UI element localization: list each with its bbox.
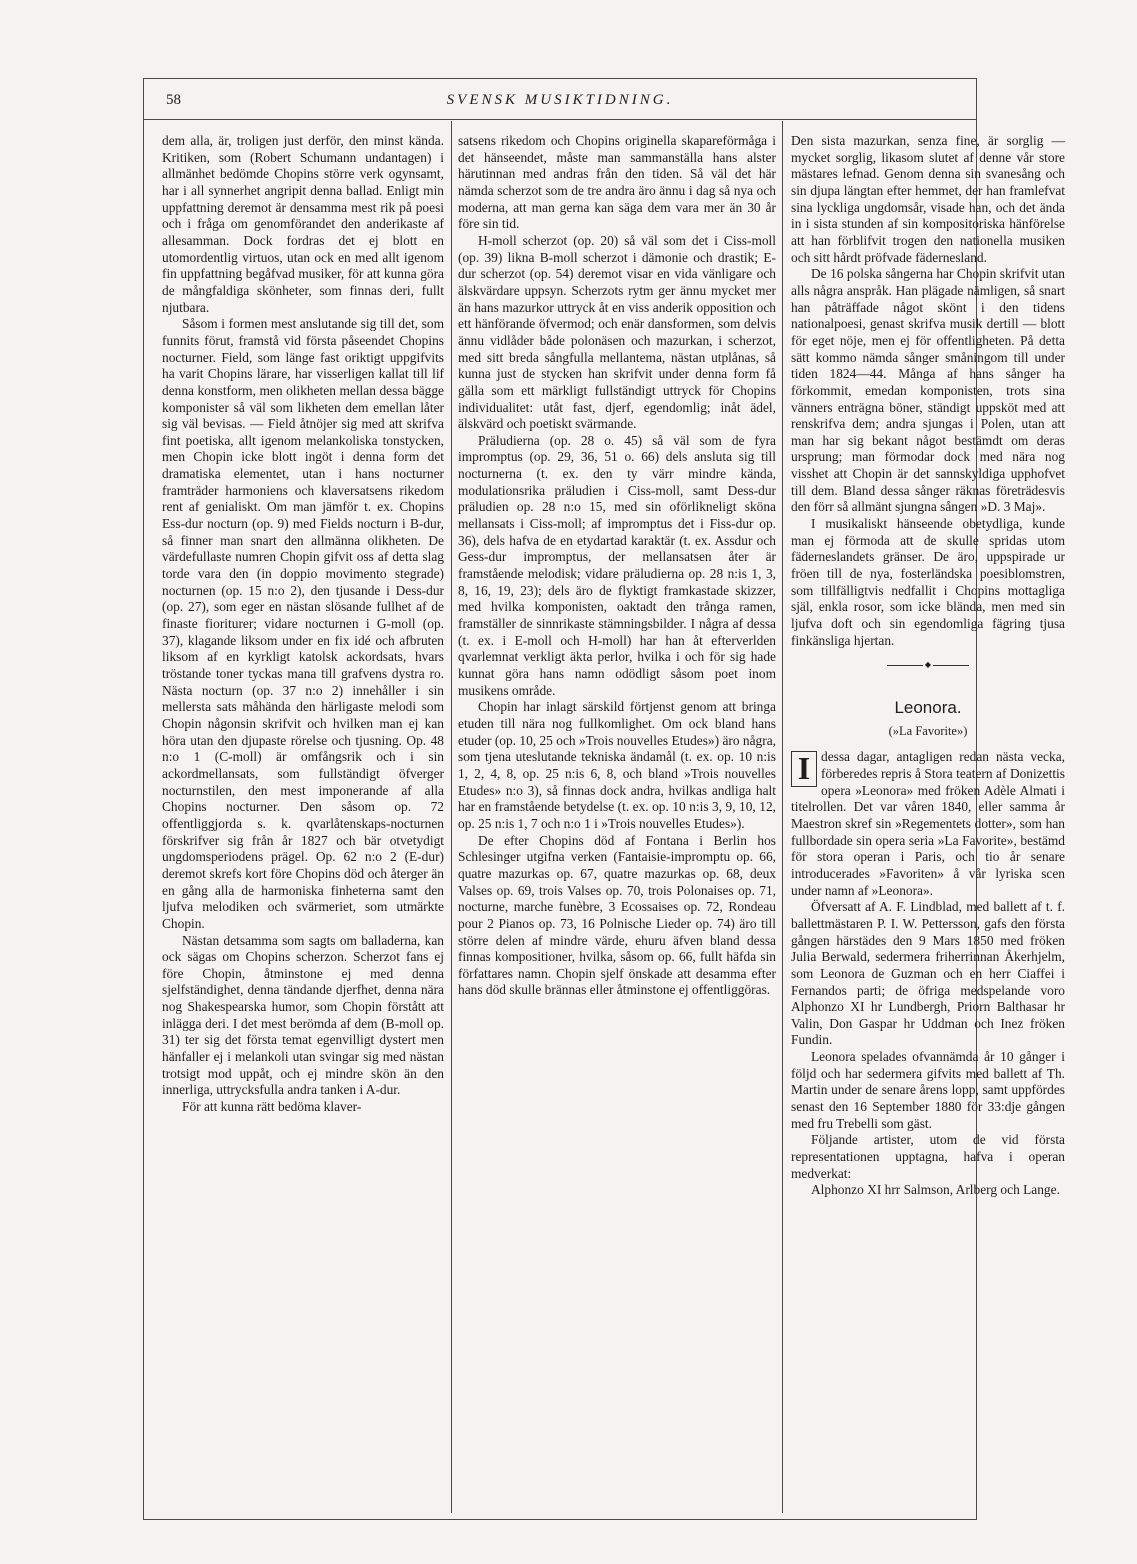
paragraph: dem alla, är, troligen just derför, den minst kända. Kritiken, som (Robert Schumann undantagen) i allmänhet bedömde Chopins större verk ogynsamt, har i all synnerhet angripit denna ballad. Enligt min uppfattning deremot är densamma mest rik på poesi och i fråga om genomförandet den anderikaste af allesamman. Dock fordras det ej blott en utomordentlig virtuos, utan ock en med allt igenom fin uppfattning begåfvad musiker, för att kunna göra de mångfaldiga skönheter, som finnas deri, fullt njutbara.: [162, 133, 444, 315]
paragraph: Präludierna (op. 28 o. 45) så väl som de fyra impromptus (op. 29, 36, 51 o. 66) dels ansluta sig till nocturnerna (t. ex. den ty värr mindre kända, modulationsrika präludien i Ciss-moll, samt Dess-dur präludien op. 28 n:o 15, med sin oförlikneligt sköna mellansats i Ciss-moll; af impromptus det i Fiss-dur op. 36), dels hafva de en etydartad karaktär (t. ex. Assdur och Gess-dur impromptus, der mellansatsen åter är framstående melodisk; vidare präludierna op. 28 n:is 1, 3, 8, 16, 19, 23); dels äro de flyktigt framkastade skizzer, med hvilka komponisten, oaktadt den trånga ramen, framställer de sinnrikaste stämningsbilder. I några af dessa (t. ex. i E-moll och H-moll) har han åt efterverlden qvarlemnat verkligt äkta perlor, hvilka i och för sig hade kunnat göra hans namn odödligt såsom poet inom musikens område.: [458, 432, 776, 698]
paragraph: För att kunna rätt bedöma klaver-: [182, 1099, 362, 1115]
paragraph: satsens rikedom och Chopins originella skapareförmåga i det hänseendet, måste man sammanställa hans alster härutinnan med andras från den tiden. Så väl det här nämda scherzot som de tre andra äro ännu i dag så nya och moderna, att man gerna kan säga dem vara mer än 30 år före sin tid.: [458, 133, 776, 232]
drop-cap: I: [791, 751, 817, 787]
paragraph: Såsom i formen mest anslutande sig till det, som funnits förut, framstå vid första påseendet Chopins nocturner. Field, som länge fast oriktigt uppgifvits ha varit Chopins lärare, har visserligen kallat till lif denna konstform, men olikheten mellan dessa bägge komponister så väl som likheten dem emellan låter sig väl bevisas. — Field åtnöjer sig med att skrifva fint poetiska, allt igenom melankoliska tonstycken, men Chopin icke blott ingöt i denna form det dramatiska elementet, utan i hans nocturner framträder harmoniens och klaversatsens rikedom rent af genialiskt. Om man jämför t. ex. Chopins Ess-dur nocturn (op. 9) med Fields nocturn i B-dur, så finner man snart den allmänna olikheten. De värdefullaste numren Chopin gifvit oss af detta slag torde vara den (in doppio movimento stegrade) nocturnen (op. 15 n:o 2), den tjusande i Dess-dur (op. 27), som eger en nästan slösande fullhet af de finaste fioriturer; vidare nocturnen i G-moll (op. 37), klagande liksom under en fix idé och afbruten liksom af en kyrkligt katolsk ackordsats, hvars tröstande toner tyckas mana till grafvens dystra ro. Nästa nocturn (op. 37 n:o 2) innehåller i sin mellersta sats måhända den härligaste melodi som Chopin någonsin skrifvit och hvilken man ej kan höra utan den djupaste rörelse och tjusning. Op. 48 n:o 1 (C-moll) är omfångsrik och i sin ackordmellansats, som fullständigt öfverger nocturnstilen, den mest imponerande af alla Chopins nocturner. Den såsom op. 72 offentliggjorda s. k. qvarlåtenskaps-nocturnen förskrifver sig från år 1827 och bär otvetydigt ungdomsperiodens prägel. Op. 62 n:o 2 (E-dur) deremot skrefs kort före Chopins död och återger än en gång alla de harmoniska finheterna samt den ljufva melodiken och svärmeriet, som utmärkte Chopin.: [162, 316, 444, 931]
paragraph: Leonora spelades ofvannämda år 10 gånger i följd och har sedermera gifvits med ballett af Th. Martin under de senare årens lopp, samt uppfördes senast den 16 September 1880 för 33:dje gången med fru Trebelli som gäst.: [791, 1049, 1065, 1131]
journal-title: SVENSK MUSIKTIDNING.: [446, 92, 674, 108]
column-2: [458, 133, 776, 999]
divider-line: [933, 665, 969, 666]
paragraph: De 16 polska sångerna har Chopin skrifvit utan alls några anspråk. Han plägade nämligen, så snart han påträffade något skönt i den tidens nationalpoesi, genast skrifva musik dertill — blott för eget nöje, men ej för offentligheten. På detta sätt kommo nämda sånger småningom till under tiden 1824—44. Många af hans sånger ha förkommit, emedan komponisten, trots sina vänners enträgna böner, ständigt uppsköt med att renskrifva dem; andra sjungas i Polen, utan att man har sig bekant något bestämdt om deras ursprung; man förmodar dock med nära nog visshet att Chopin är det sannskyldiga upphofvet till dem. Bland dessa sånger räknas företrädesvis den förr så allmänt sjungna sången »D. 3 Maj».: [791, 266, 1065, 515]
column-rule-right: [782, 121, 783, 1513]
paragraph: Alphonzo XI hrr Salmson, Arlberg och Lange.: [811, 1182, 1060, 1198]
article-subtitle: (»La Favorite»): [888, 723, 968, 738]
section-divider: [791, 657, 1065, 674]
paragraph: Chopin har inlagt särskild förtjenst genom att bringa etuden till nära nog fullkomlighet. Om ock bland hans etuder (op. 10, 25 och »Trois nouvelles Etudes») äro några, som tjena uteslutande tekniska ändamål (t. ex. op. 10 n:is 1, 2, 4, 8, op. 25 n:is 6, 8, och bland »Trois nouvelles Etudes» n:o 3), så finnas dock andra, hvilkas andliga halt har en framstående betydelse (t. ex. op. 10 n:is 3, 9, 10, 12, op. 25 n:is 1, 7 och n:o 1 i »Trois nouvelles Etudes»).: [458, 699, 776, 831]
paragraph: I musikaliskt hänseende obetydliga, kunde man ej förmoda att de skulle spridas utom fäderneslandets gränser. De äro, uppspirade ur fröen till de nya, fosterländska poesiblomstren, som tillfälligtvis nedfallit i Chopins mottagliga själ, enkla rosor, som icke blända, men med sin ljufva doft och sin egendomliga fägring tjusa finkänsliga hjertan.: [791, 516, 1065, 648]
first-paragraph-text: dessa dagar, antagligen redan nästa vecka, förberedes repris å Stora teatern af Donizettis opera »Leonora» med fröken Adèle Almati i titelrollen. Det var våren 1840, eller samma år Maestron skref sin »Regementets dotter», som han fullbordade sin opera seria »La Favorite», bestämd för stora operan i Paris, och tio år senare introducerades »Favoriten» å vår lyriska scen under namn af »Leonora».: [791, 749, 1065, 898]
divider-line: [887, 665, 923, 666]
column-1: [162, 133, 444, 1116]
paragraph: De efter Chopins död af Fontana i Berlin hos Schlesinger utgifna verken (Fantaisie-impromptu op. 66, quatre mazurkas op. 67, quatre mazurkas op. 68, deux Valses op. 69, trois Valses op. 70, trois Polonaises op. 71, nocturne, marche funèbre, 3 Ecossaises op. 72, Rondeau pour 2 Pianos op. 73, 16 Polnische Lieder op. 74) äro till större delen af mindre värde, ehuru äfven bland dessa finnas kompositioner, hvilka, såsom op. 66, fullt häfda sin författares namn. Chopin sjelf önskade att desamma efter hans död skulle brännas eller åtminstone ej offentliggöras.: [458, 832, 776, 998]
paragraph: Den sista mazurkan, senza fine, är sorglig — mycket sorglig, likasom slutet af denne vår store mästares lefnad. Genom denna sin svanesång och sin djupa längtan efter hemmet, der han framlefvat sina lyckliga ungdomsår, visade han, och det ända in i sista stunden af sin kompositoriska hänförelse att han förblifvit trogen den nationella musiken och sitt hårdt pröfvade fädernesland.: [791, 133, 1065, 265]
journal-page: [143, 78, 1065, 1520]
divider-diamond-icon: ◆: [924, 660, 932, 670]
column-3: [791, 133, 1065, 1199]
paragraph: Nästan detsamma som sagts om balladerna, kan ock sägas om Chopins scherzon. Scherzot fans ej före Chopin, åtminstone ej med denna sjelfständighet, denna tändande djerfhet, denna nära nog Shakespearska humor, som Chopin förstått att inlägga deri. I det mest berömda af dem (B-moll op. 31) ter sig det första temat egenvilligt dystert men hänfaller ej i melankoli utan svingar sig med nästan trotsigt mod uppåt, och ej mindre skön än den innerliga, uttrycksfulla andra tanken i A-dur.: [162, 932, 444, 1098]
page-number: 58: [166, 92, 181, 108]
page-header: [144, 79, 976, 120]
column-rule-left: [451, 121, 452, 1513]
paragraph: H-moll scherzot (op. 20) så väl som det i Ciss-moll (op. 39) likna B-moll scherzot i dämonie och drastik; E-dur scherzot (op. 54) deremot visar en vida vänligare och älskvärdare uppsyn. Scherzots rytm ger ännu mycket mer än hans mazurkor uttryck åt en viss anderik opposition och ett hänförande öfvermod; och enär dansformen, som delvis ännu vidlåder både polonäsen och mazurkan, i scherzot, med sitt breda sångfulla mellantema, nästan utplånas, så kunna just de stycken han skrifvit under denna form få gälla som ett märkligt fullständigt uttryck för Chopins individualitet: utåt fast, djerf, egendomlig; inåt ädel, älskvärd och poetiskt svärmande.: [458, 232, 776, 432]
paragraph: Öfversatt af A. F. Lindblad, med ballett af t. f. ballettmästaren P. I. W. Pettersson, gafs den första gången härstädes den 9 Mars 1850 med fröken Julia Berwald, sedermera friherrinnan Åkerhjelm, som Leonora de Guzman och en herr Ciaffei i Fernandos parti; de öfriga medspelande voro Alphonzo XI hr Lundbergh, Priorn Balthasar hr Valin, Don Gaspar hr Uddman och Inez fröken Fundin.: [791, 899, 1065, 1048]
paragraph: Följande artister, utom de vid första representationen upptagna, hafva i operan medverkat:: [791, 1132, 1065, 1181]
article-title: Leonora.: [894, 698, 962, 717]
article-first-paragraph: [791, 749, 1065, 899]
